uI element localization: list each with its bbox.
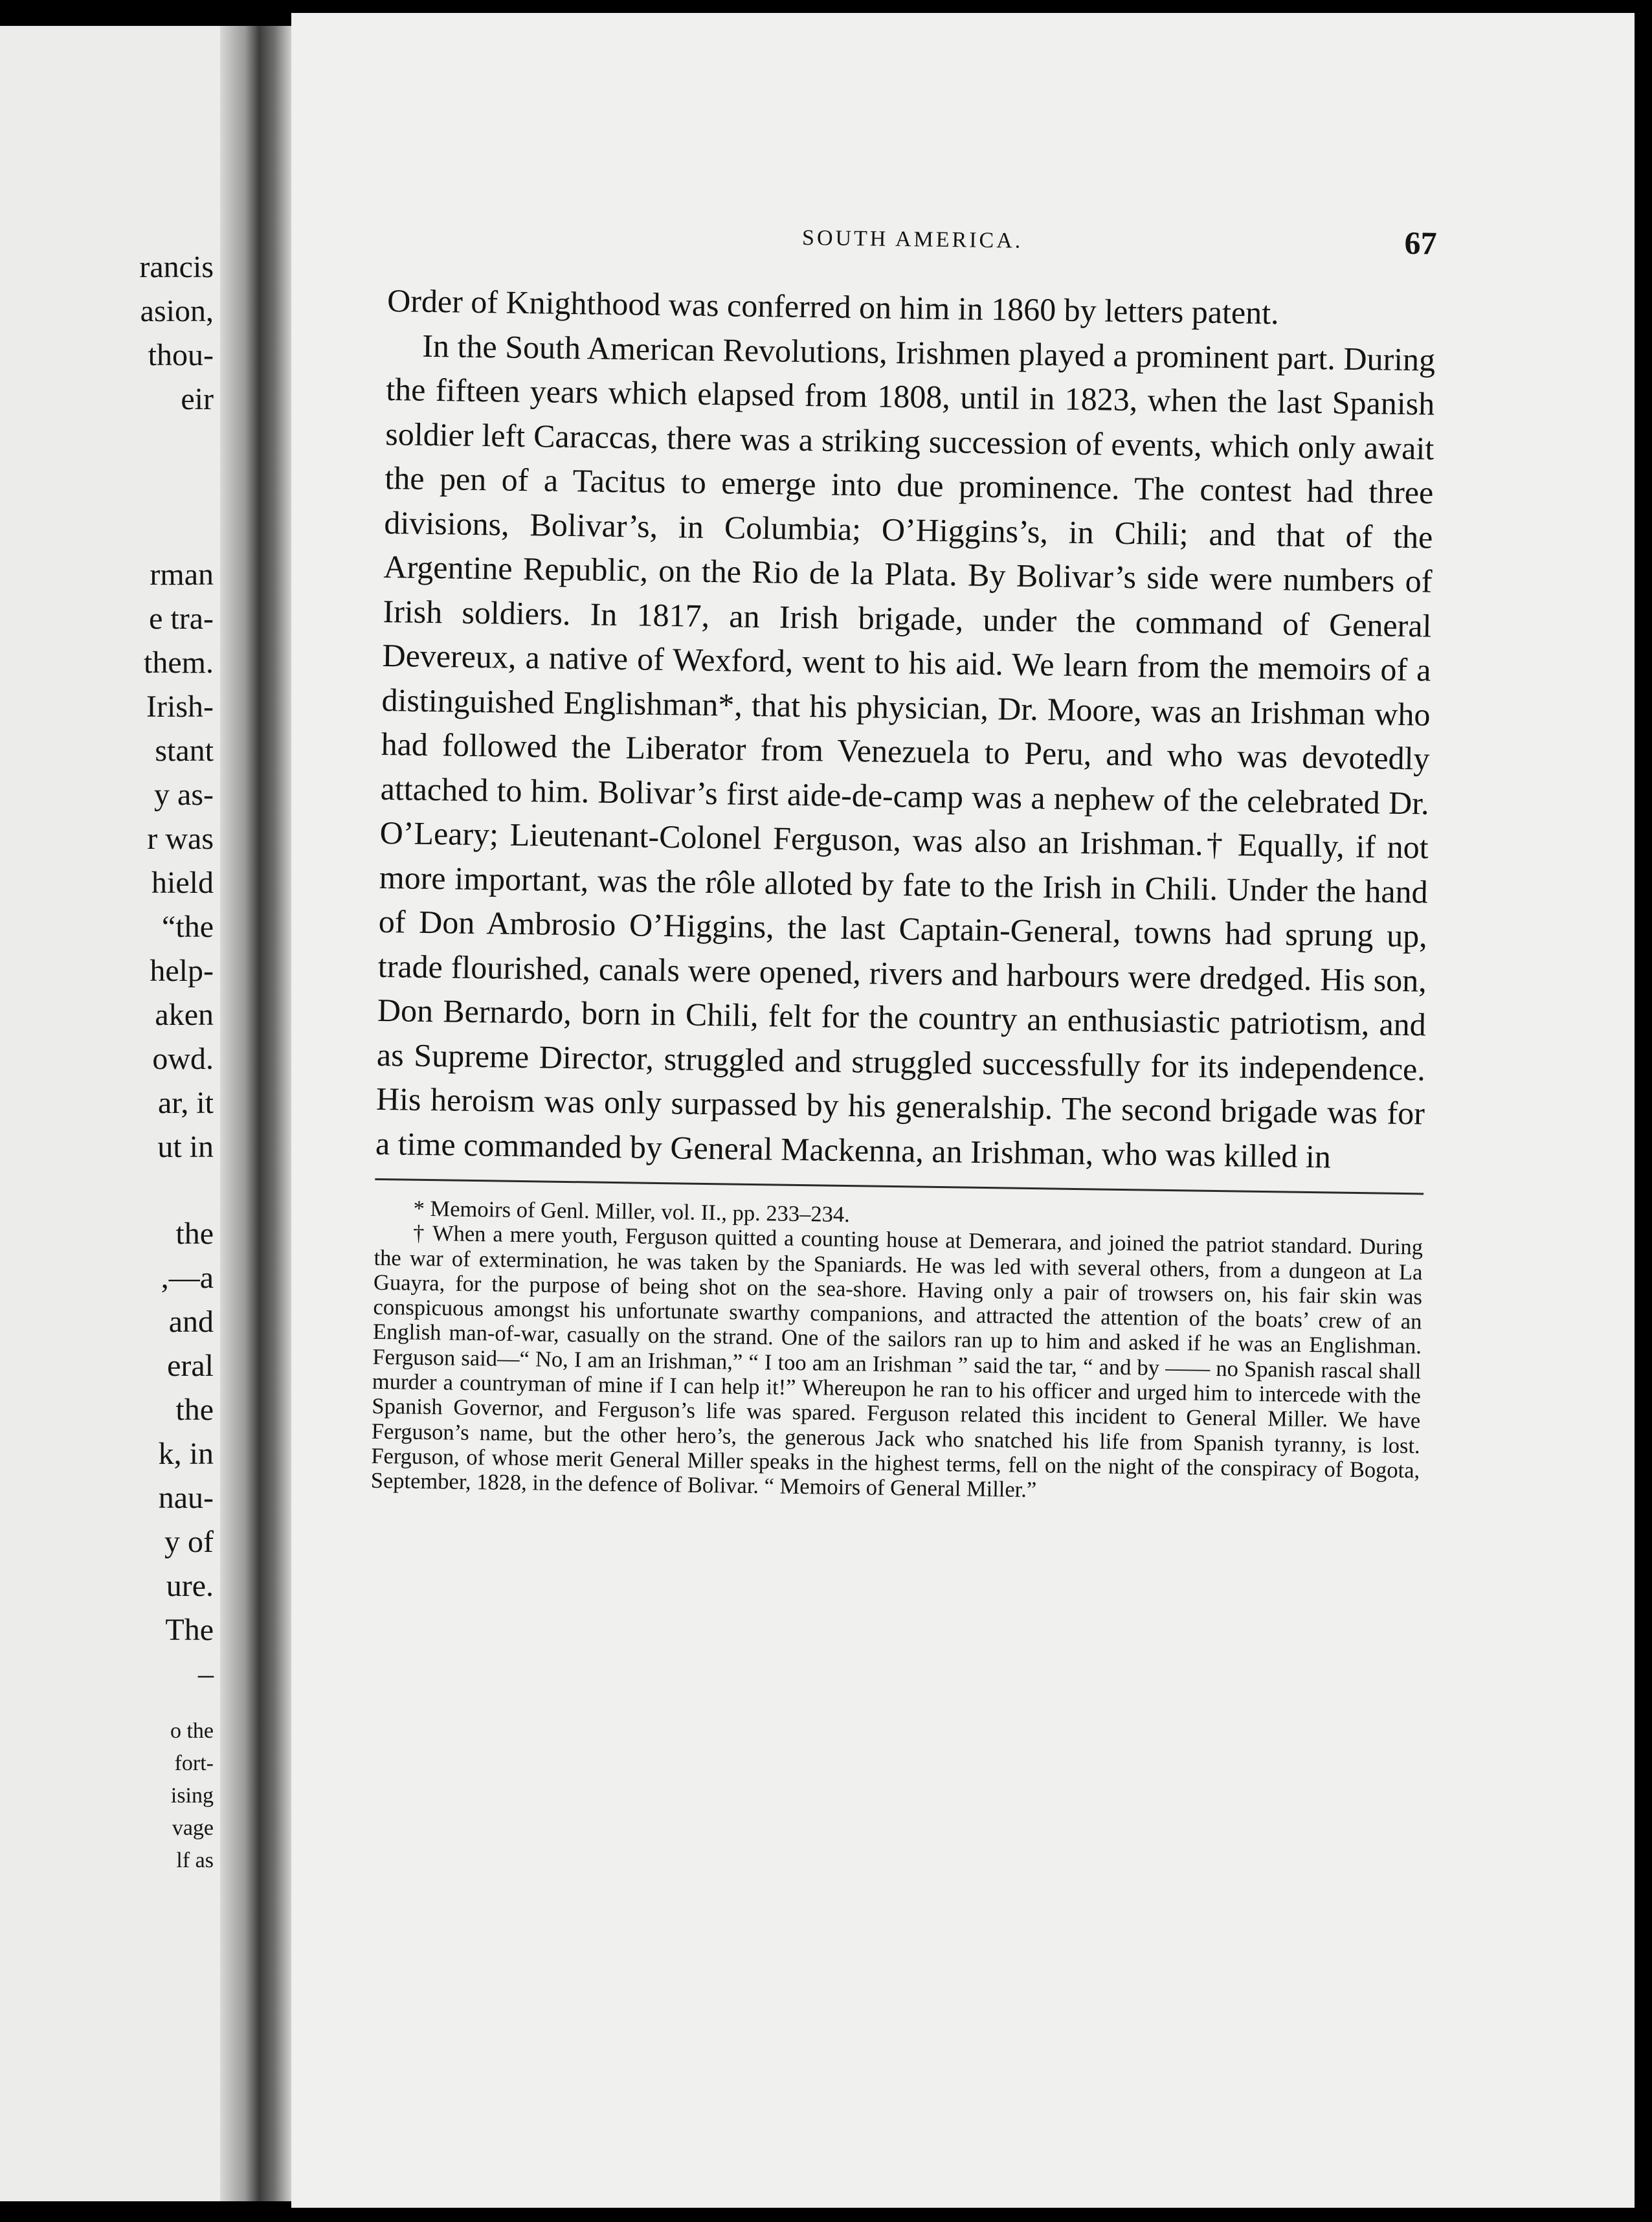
left-fragment: y as- (154, 778, 214, 812)
left-fragment: e tra- (149, 601, 214, 636)
left-fragment: nau- (158, 1481, 214, 1515)
left-fragment: eir (181, 382, 214, 416)
body-paragraph: In the South American Revolutions, Irishmen played a prominent part. During the fifteen years which elapsed from 1808, until in 1823, when the last Spanish soldier left Caraccas, there was a striking succession of events, which only await the pen of a Tacitus to emerge into due prominence. The contest had three divisions, Bolivar’s, in Columbia; O’Higgins’s, in Chili; and that of the Argentine Republic, on the Rio de la Plata. By Bolivar’s side were numbers of Irish soldiers. In 1817, an Irish brigade, under the command of General Devereux, a native of Wexford, went to his aid. We learn from the memoirs of a distinguished Englishman*, that his physician, Dr. Moore, was an Irishman who had followed the Liberator from Venezuela to Peru, and who was devotedly attached to him. Bolivar’s first aide-de-camp was a nephew of the celebrated Dr. O’Leary; Lieutenant-Colonel Ferguson, was also an Irishman.† Equally, if not more important, was the rôle alloted by fate to the Irish in Chili. Under the hand of Don Ambrosio O’Higgins, the last Captain-General, towns had sprung up, trade flourished, canals were opened, rivers and harbours were dredged. His son, Don Bernardo, born in Chili, felt for the country an enthusiastic patriotism, and as Supreme Director, struggled and struggled successfully for its independence. His heroism was only surpassed by his generalship. The second brigade was for a time commanded by General Mackenna, an Irishman, who was killed in (375, 327, 1436, 1174)
book-gutter (220, 26, 291, 2201)
left-fragment: the (175, 1393, 214, 1427)
left-fragment: r was (147, 822, 214, 856)
left-fragment: stant (155, 734, 214, 768)
left-fragment: owd. (152, 1042, 214, 1076)
footnotes (371, 1196, 1423, 1508)
page-number: 67 (1404, 224, 1438, 262)
left-footnote-fragment: o the (170, 1719, 214, 1743)
left-footnote-fragment: fort- (174, 1751, 214, 1775)
left-fragment: hield (151, 866, 214, 900)
left-footnote-fragment: lf as (176, 1848, 214, 1872)
footnote: † When a mere youth, Ferguson quitted a counting house at Demerara, and joined the patriot standard. During the war of extermination, he was taken by the Spaniards. He was led with several others, from a dungeon at La Guayra, for the purpose of being shot on the sea-shore. Having only a pair of trowsers on, his fair skin was conspicuous amongst his unfortunate swarthy companions, and attracted the attention of the boats’ crew of an English man-of-war, casually on the strand. One of the sailors ran up to him and asked if he was an Englishman. Ferguson said—“ No, I am an Irishman,” “ I too am an Irishman ” said the tar, “ and by —— no Spanish rascal shall murder a countryman of mine if I can help it!” Whereupon he ran to his officer and urged him to intercede with the Spanish Governor, and Ferguson’s life was spared. Ferguson related this incident to General Miller. We have Ferguson’s name, but the other hero’s, the generous Jack who snatched his life from Spanish tyranny, is lost. Ferguson, of whose merit General Miller speaks in the highest terms, fell on the night of the conspiracy of Bogota, September, 1828, in the defence of Bolivar. “ Memoirs of General Miller.” (370, 1220, 1423, 1503)
left-fragment: ure. (166, 1569, 214, 1603)
body-text (375, 278, 1436, 1180)
footnote-rule (375, 1178, 1423, 1195)
left-footnote-fragment: vage (172, 1816, 214, 1840)
left-fragment: eral (167, 1349, 214, 1383)
left-fragment: ut in (157, 1130, 214, 1164)
left-fragment: them. (144, 645, 214, 680)
left-fragment: k, in (158, 1437, 214, 1471)
left-fragment: rman (150, 557, 214, 592)
left-fragment: “the (162, 910, 214, 944)
left-footnote-fragment: ising (170, 1784, 214, 1808)
left-fragment: ar, it (157, 1086, 214, 1120)
left-fragment: help- (150, 954, 214, 988)
left-fragment: the (175, 1217, 214, 1251)
page-content (371, 220, 1437, 1508)
left-fragment: y of (164, 1525, 214, 1559)
left-fragment: The (165, 1613, 214, 1647)
left-fragment: – (198, 1657, 214, 1691)
left-fragment: rancis (139, 250, 214, 284)
right-page (291, 13, 1635, 2208)
left-fragment: asion, (140, 294, 214, 328)
body-paragraph: Order of Knighthood was conferred on him in 1860 by letters patent. (386, 282, 1279, 331)
left-fragment: thou- (148, 338, 214, 372)
running-head-title: SOUTH AMERICA. (801, 225, 1023, 253)
left-fragment: aken (155, 998, 214, 1032)
footnote: * Memoirs of Genl. Miller, vol. II., pp. 233–234. (413, 1196, 851, 1228)
left-fragment: and (168, 1305, 214, 1339)
left-fragment: ,—a (161, 1261, 214, 1295)
left-fragment: Irish- (146, 690, 214, 724)
left-page (0, 26, 220, 2201)
